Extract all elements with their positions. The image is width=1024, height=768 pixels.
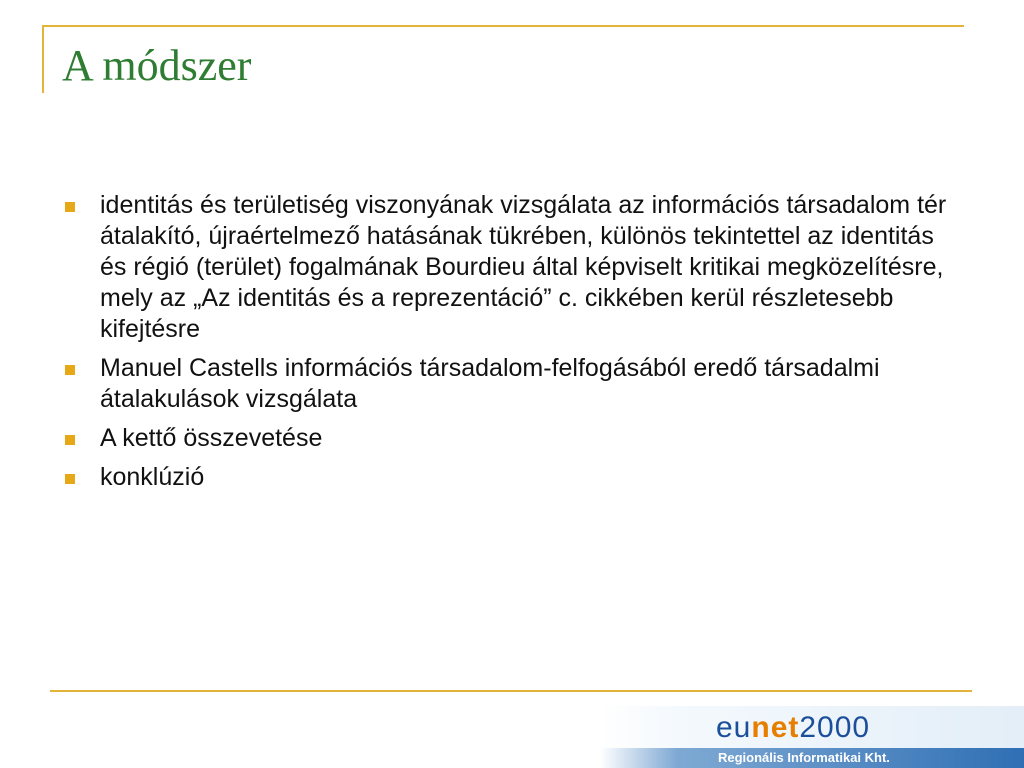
top-rule [42, 25, 964, 27]
square-bullet-icon [65, 202, 75, 212]
square-bullet-icon [65, 474, 75, 484]
bottom-rule [50, 690, 972, 692]
eunet-logo [600, 706, 1024, 768]
bullet-item [62, 423, 962, 454]
logo-year: 2000 [799, 711, 871, 744]
logo-eu: eu [716, 711, 752, 744]
square-bullet-icon [65, 365, 75, 375]
logo-wordmark [716, 712, 870, 744]
bullet-item [62, 353, 962, 415]
bullet-text: konklúzió [100, 463, 205, 491]
bullet-text: A kettő összevetése [100, 424, 323, 452]
slide-title: A módszer [62, 41, 252, 90]
square-bullet-icon [65, 435, 75, 445]
bullet-text: Manuel Castells információs társadalom-felfogásából eredő társadalmi átalakulások vizsgálata [100, 354, 880, 413]
left-rule [42, 25, 44, 93]
logo-subtitle: Regionális Informatikai Kht. [718, 750, 890, 765]
bullet-text: identitás és területiség viszonyának vizsgálata az információs társadalom tér átalakító, újraértelmező hatásának tükrében, különös tekintettel az identitás és régió (terület) fogalmának Bourdieu által képviselt kritikai megközelítésre, mely az „Az identitás és a reprezentáció” c. cikkében kerül részletesebb kifejtésre [100, 191, 947, 343]
bullet-list [62, 190, 962, 501]
bullet-item [62, 190, 962, 345]
logo-net: net [751, 711, 800, 744]
bullet-item [62, 462, 962, 493]
